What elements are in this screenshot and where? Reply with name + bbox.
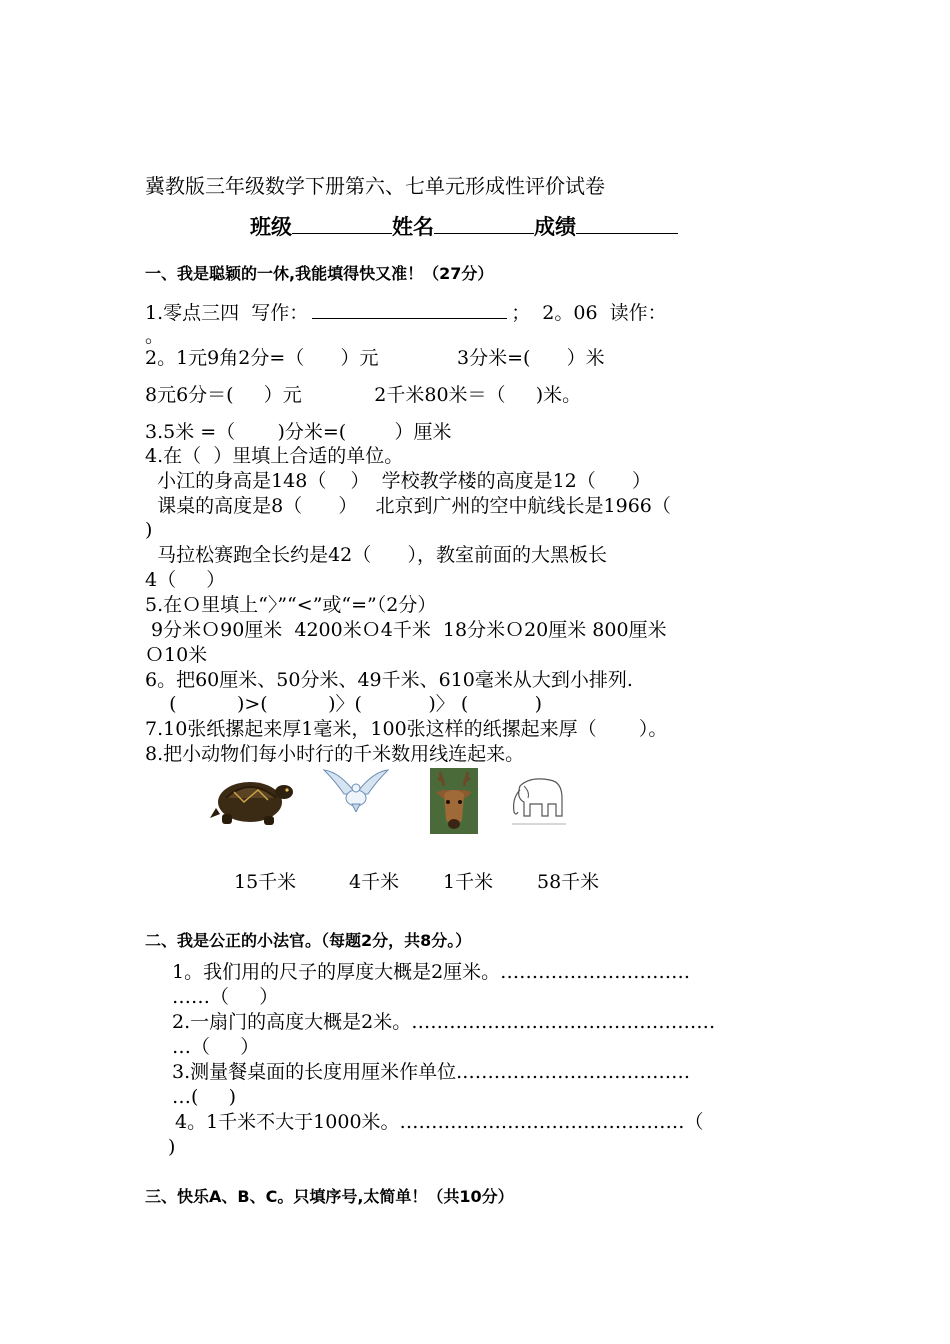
- question-3: 3.5米 =（ )分米=( ）厘米: [145, 421, 452, 443]
- class-blank: [292, 213, 392, 234]
- score-label: 成绩: [534, 215, 576, 239]
- speed-option: 58千米: [537, 871, 600, 893]
- question-5b: Ｏ10米: [145, 644, 208, 666]
- judge-item-2: 2.一扇门的高度大概是2米。…………………………………………: [172, 1011, 716, 1033]
- name-label: 姓名: [392, 215, 434, 239]
- question-6: 6。把60厘米、50分米、49千米、610毫米从大到小排列.: [145, 669, 633, 691]
- deer-icon: [430, 768, 478, 834]
- section3-heading: 三、快乐A、B、C。只填序号,太简单！（共10分）: [145, 1187, 514, 1206]
- question-8: 8.把小动物们每小时行的千米数用线连起来。: [145, 743, 525, 765]
- question-4: 4.在（ ）里填上合适的单位。: [145, 445, 404, 467]
- judge-item-4-end: ): [168, 1136, 176, 1158]
- question-4c: ): [145, 519, 153, 541]
- speed-option: 1千米: [443, 871, 494, 893]
- q1-read-text: ； 2。06 读作：: [511, 302, 667, 324]
- question-5a: 9分米Ｏ90厘米 4200米Ｏ4千米 18分米Ｏ20厘米 800厘米: [145, 619, 667, 641]
- question-4a: 小江的身高是148（ ） 学校教学楼的高度是12（ ）: [145, 470, 651, 492]
- question-5: 5.在Ｏ里填上“〉”“<”或“=”（2分）: [145, 594, 437, 616]
- question-2b: 8元6分＝( ）元 2千米80米＝（ )米。: [145, 384, 582, 406]
- question-4d: 马拉松赛跑全长约是42（ ），教室前面的大黑板长: [145, 544, 607, 566]
- judge-item-3-end: …( ): [172, 1086, 237, 1108]
- question-7: 7.10张纸摞起来厚1毫米，100张这样的纸摞起来厚（ ）。: [145, 718, 668, 740]
- turtle-icon: [210, 768, 296, 834]
- question-6a: ( )>( )〉( )〉 ( ): [145, 693, 543, 715]
- elephant-icon: [508, 772, 570, 828]
- judge-item-4: 4。1千米不大于1000米。………………………………………（: [175, 1111, 704, 1133]
- judge-item-3: 3.测量餐桌面的长度用厘米作单位.………………………………: [172, 1061, 691, 1083]
- score-blank: [576, 213, 678, 234]
- q1-blank: [312, 298, 507, 319]
- section1-heading: 一、我是聪颖的一休,我能填得快又准！（27分）: [145, 264, 494, 283]
- judge-item-2-end: …（ ）: [172, 1036, 260, 1058]
- speed-option: 4千米: [349, 871, 400, 893]
- judge-item-1-end: ……（ ）: [172, 986, 279, 1008]
- question-2a: 2。1元9角2分=（ ）元 3分米=( ）米: [145, 347, 605, 369]
- name-blank: [434, 213, 534, 234]
- dove-icon: [322, 768, 390, 812]
- section2-heading: 二、我是公正的小法官。（每题2分，共8分。）: [145, 931, 472, 950]
- judge-item-1: 1。我们用的尺子的厚度大概是2厘米。…………………………: [172, 961, 691, 983]
- q1-text: 1.零点三四 写作：: [145, 302, 309, 324]
- class-label: 班级: [250, 215, 292, 239]
- speed-option: 15千米: [234, 871, 297, 893]
- question-1-end: 。: [145, 325, 165, 347]
- page-title: 冀教版三年级数学下册第六、七单元形成性评价试卷: [145, 174, 605, 198]
- question-4e: 4（ ）: [145, 569, 226, 591]
- student-info-line: [250, 211, 678, 241]
- question-1: [145, 298, 667, 325]
- question-4b: 课桌的高度是8（ ） 北京到广州的空中航线长是1966（: [145, 495, 671, 517]
